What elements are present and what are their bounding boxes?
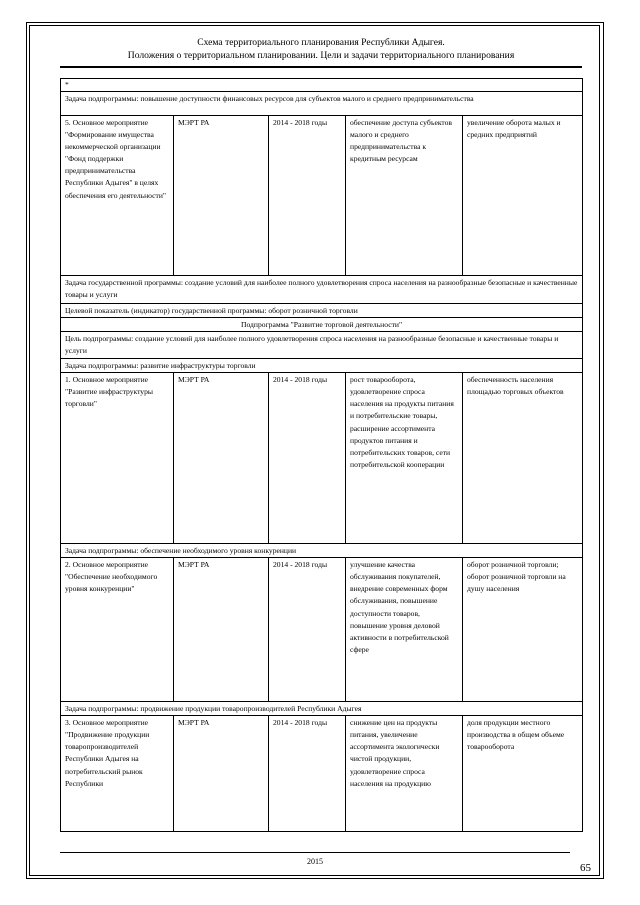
subprogram-task-cell: Задача подпрограммы: повышение доступности финансовых ресурсов для субъектов малого и среднего предпринимательства: [61, 92, 583, 116]
program-table: [60, 78, 583, 832]
footer-rule: [60, 852, 570, 853]
subprogram-task-cell: Задача подпрограммы: развитие инфраструктуры торговли: [61, 359, 583, 373]
period-cell: 2014 - 2018 годы: [269, 373, 346, 544]
measure-cell: 1. Основное мероприятие "Развитие инфраструктуры торговли": [61, 373, 174, 544]
table-row: [61, 304, 583, 318]
table-row: [61, 558, 583, 702]
measure-cell: 2. Основное мероприятие "Обеспечение необходимого уровня конкуренции": [61, 558, 174, 702]
page-number: 65: [580, 862, 591, 874]
footer-year: 2015: [307, 857, 323, 866]
executor-cell: МЭРТ РА: [174, 558, 269, 702]
indicator-cell: увеличение оборота малых и средних предприятий: [463, 116, 583, 276]
result-cell: обеспечение доступа субъектов малого и среднего предпринимательства к кредитным ресурсам: [346, 116, 463, 276]
table-row: [61, 373, 583, 544]
result-cell: улучшение качества обслуживания покупателей, внедрение современных форм обслуживания, повышение доступности товаров, повышение уровня деловой активности в потребительской сфере: [346, 558, 463, 702]
result-cell: рост товарооборота, удовлетворение спроса населения на продукты питания и потребительские товары, расширение ассортимента продуктов питания и потребительских товаров, сети потребительской кооперации: [346, 373, 463, 544]
header-title: Схема территориального планирования Республики Адыгея.: [197, 37, 445, 48]
table-row: [61, 544, 583, 558]
subprogram-goal-cell: Цель подпрограммы: создание условий для наиболее полного удовлетворения спроса населения на разнообразные безопасные и качественные товары и услуги: [61, 332, 583, 359]
executor-cell: МЭРТ РА: [174, 373, 269, 544]
table-row: [61, 359, 583, 373]
measure-cell: 3. Основное мероприятие "Продвижение продукции товаропроизводителей Республики Адыгея на потребительский рынок Республики: [61, 716, 174, 832]
subprogram-task-cell: Задача подпрограммы: продвижение продукции товаропроизводителей Республики Адыгея: [61, 702, 583, 716]
indicator-cell: доля продукции местного производства в общем объеме товарооборота: [463, 716, 583, 832]
table-row: [61, 79, 583, 92]
measure-cell: 5. Основное мероприятие "Формирование имущества некоммерческой организации "Фонд поддержки предпринимательства Республики Адыгея" в целях обеспечения его деятельности": [61, 116, 174, 276]
indicator-cell: оборот розничной торговли; оборот розничной торговли на душу населения: [463, 558, 583, 702]
continuation-marker: *: [61, 79, 583, 92]
state-task-cell: Задача государственной программы: создание условий для наиболее полного удовлетворения спроса населения на разнообразные безопасные и качественные товары и услуги: [61, 276, 583, 304]
result-cell: снижение цен на продукты питания, увеличение ассортимента экологически чистой продукции, удовлетворение спроса населения на продукцию: [346, 716, 463, 832]
executor-cell: МЭРТ РА: [174, 116, 269, 276]
document-header: [60, 37, 582, 62]
executor-cell: МЭРТ РА: [174, 716, 269, 832]
table-row: [61, 702, 583, 716]
table-row: [61, 332, 583, 359]
table-row: [61, 92, 583, 116]
indicator-cell: обеспеченность населения площадью торговых объектов: [463, 373, 583, 544]
subprogram-task-cell: Задача подпрограммы: обеспечение необходимого уровня конкуренции: [61, 544, 583, 558]
period-cell: 2014 - 2018 годы: [269, 116, 346, 276]
period-cell: 2014 - 2018 годы: [269, 558, 346, 702]
target-indicator-cell: Целевой показатель (индикатор) государственной программы: оборот розничной торговли: [61, 304, 583, 318]
header-subtitle: Положения о территориальном планировании. Цели и задачи территориального планирования: [127, 49, 515, 61]
table-row: [61, 116, 583, 276]
header-rule: [60, 66, 582, 68]
table-row: [61, 318, 583, 332]
table-row: [61, 716, 583, 832]
table-row: [61, 276, 583, 304]
subprogram-title-cell: Подпрограмма "Развитие торговой деятельности": [61, 318, 583, 332]
period-cell: 2014 - 2018 годы: [269, 716, 346, 832]
